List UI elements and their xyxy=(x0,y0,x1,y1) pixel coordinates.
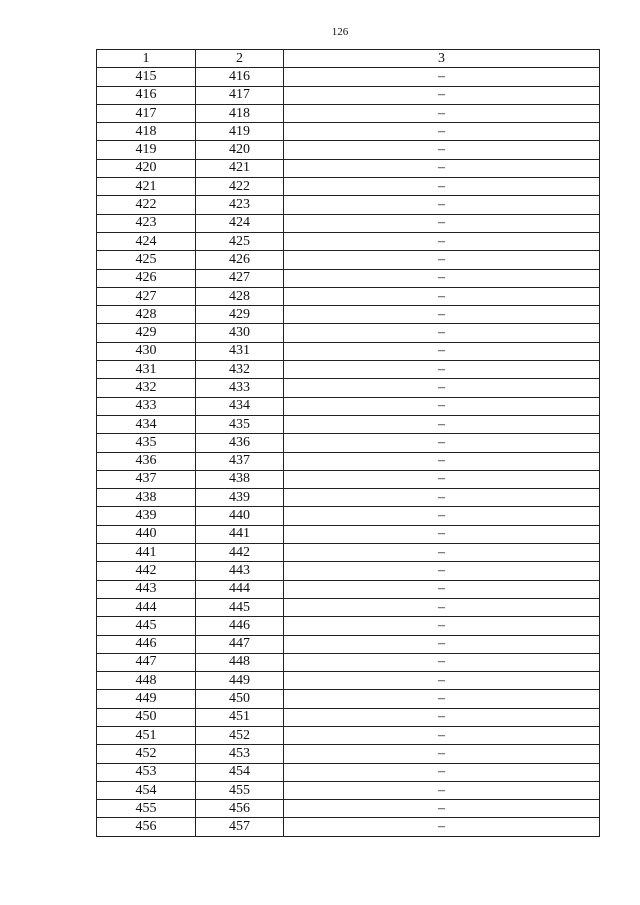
column-header-2: 2 xyxy=(196,50,284,68)
table-cell-col-3: – xyxy=(284,653,600,671)
table-cell-col-3: – xyxy=(284,617,600,635)
table-row xyxy=(97,470,600,488)
table-cell-col-3: – xyxy=(284,196,600,214)
table-cell-col-2: 417 xyxy=(196,86,284,104)
table-row xyxy=(97,781,600,799)
table-row xyxy=(97,617,600,635)
table-cell-col-2: 445 xyxy=(196,598,284,616)
table-cell-col-2: 439 xyxy=(196,489,284,507)
column-header-1: 1 xyxy=(97,50,196,68)
table-cell-col-2: 422 xyxy=(196,178,284,196)
table-cell-col-2: 451 xyxy=(196,708,284,726)
table-row xyxy=(97,324,600,342)
table-cell-col-3: – xyxy=(284,781,600,799)
table-cell-col-2: 427 xyxy=(196,269,284,287)
table-cell-col-2: 420 xyxy=(196,141,284,159)
table-row xyxy=(97,178,600,196)
table-cell-col-1: 430 xyxy=(97,342,196,360)
table-header xyxy=(97,50,600,68)
table-cell-col-2: 436 xyxy=(196,434,284,452)
table-row xyxy=(97,287,600,305)
table-cell-col-2: 446 xyxy=(196,617,284,635)
table-row xyxy=(97,800,600,818)
table-cell-col-1: 444 xyxy=(97,598,196,616)
table-cell-col-3: – xyxy=(284,269,600,287)
table-row xyxy=(97,653,600,671)
table-cell-col-3: – xyxy=(284,525,600,543)
table-cell-col-3: – xyxy=(284,452,600,470)
table-cell-col-2: 442 xyxy=(196,544,284,562)
table-cell-col-1: 427 xyxy=(97,287,196,305)
table-cell-col-1: 442 xyxy=(97,562,196,580)
table-cell-col-3: – xyxy=(284,690,600,708)
table-cell-col-3: – xyxy=(284,800,600,818)
table-cell-col-3: – xyxy=(284,635,600,653)
table-cell-col-2: 416 xyxy=(196,68,284,86)
table-cell-col-3: – xyxy=(284,178,600,196)
table-row xyxy=(97,361,600,379)
table-row xyxy=(97,397,600,415)
table-cell-col-1: 416 xyxy=(97,86,196,104)
table-row xyxy=(97,269,600,287)
table-cell-col-1: 422 xyxy=(97,196,196,214)
table-cell-col-2: 429 xyxy=(196,306,284,324)
table-cell-col-1: 437 xyxy=(97,470,196,488)
table-cell-col-2: 424 xyxy=(196,214,284,232)
table-cell-col-1: 425 xyxy=(97,251,196,269)
table-cell-col-1: 438 xyxy=(97,489,196,507)
table-cell-col-3: – xyxy=(284,251,600,269)
table-row xyxy=(97,690,600,708)
table-cell-col-2: 425 xyxy=(196,232,284,250)
table-cell-col-1: 452 xyxy=(97,745,196,763)
table-row xyxy=(97,635,600,653)
table-cell-col-2: 419 xyxy=(196,123,284,141)
table-cell-col-1: 454 xyxy=(97,781,196,799)
table-cell-col-1: 445 xyxy=(97,617,196,635)
table-cell-col-1: 446 xyxy=(97,635,196,653)
page-number: 126 xyxy=(331,26,349,38)
table-row xyxy=(97,672,600,690)
table-cell-col-3: – xyxy=(284,68,600,86)
table-cell-col-2: 437 xyxy=(196,452,284,470)
table-cell-col-3: – xyxy=(284,818,600,836)
table-cell-col-1: 433 xyxy=(97,397,196,415)
data-table xyxy=(96,49,600,837)
table-cell-col-1: 447 xyxy=(97,653,196,671)
table-row xyxy=(97,507,600,525)
table-cell-col-2: 452 xyxy=(196,726,284,744)
table-cell-col-2: 434 xyxy=(196,397,284,415)
table-cell-col-1: 436 xyxy=(97,452,196,470)
table-cell-col-3: – xyxy=(284,580,600,598)
table-cell-col-1: 432 xyxy=(97,379,196,397)
column-header-3: 3 xyxy=(284,50,600,68)
table-cell-col-3: – xyxy=(284,763,600,781)
table-cell-col-3: – xyxy=(284,361,600,379)
table-cell-col-1: 453 xyxy=(97,763,196,781)
table-row xyxy=(97,379,600,397)
table-row xyxy=(97,123,600,141)
table-row xyxy=(97,159,600,177)
table-cell-col-3: – xyxy=(284,415,600,433)
table-cell-col-3: – xyxy=(284,470,600,488)
table-cell-col-3: – xyxy=(284,379,600,397)
table-cell-col-3: – xyxy=(284,397,600,415)
table-cell-col-3: – xyxy=(284,214,600,232)
table-cell-col-1: 434 xyxy=(97,415,196,433)
table-cell-col-2: 456 xyxy=(196,800,284,818)
table-cell-col-3: – xyxy=(284,232,600,250)
table-cell-col-2: 455 xyxy=(196,781,284,799)
table-row xyxy=(97,251,600,269)
table-cell-col-1: 441 xyxy=(97,544,196,562)
table-row xyxy=(97,544,600,562)
table-row xyxy=(97,745,600,763)
table-row xyxy=(97,580,600,598)
table-cell-col-1: 439 xyxy=(97,507,196,525)
table-cell-col-3: – xyxy=(284,306,600,324)
table-row xyxy=(97,415,600,433)
table-cell-col-3: – xyxy=(284,598,600,616)
table-cell-col-3: – xyxy=(284,489,600,507)
table-row xyxy=(97,598,600,616)
table-cell-col-3: – xyxy=(284,562,600,580)
table-cell-col-2: 440 xyxy=(196,507,284,525)
table-row xyxy=(97,452,600,470)
table-row xyxy=(97,434,600,452)
table-cell-col-1: 449 xyxy=(97,690,196,708)
table-row xyxy=(97,104,600,122)
table-row xyxy=(97,708,600,726)
table-cell-col-3: – xyxy=(284,708,600,726)
table-cell-col-1: 417 xyxy=(97,104,196,122)
table-cell-col-2: 447 xyxy=(196,635,284,653)
table-cell-col-1: 421 xyxy=(97,178,196,196)
table-cell-col-1: 431 xyxy=(97,361,196,379)
table-cell-col-1: 456 xyxy=(97,818,196,836)
table-cell-col-3: – xyxy=(284,104,600,122)
table-cell-col-1: 443 xyxy=(97,580,196,598)
table-cell-col-3: – xyxy=(284,434,600,452)
table-cell-col-2: 450 xyxy=(196,690,284,708)
table-row xyxy=(97,68,600,86)
table-cell-col-1: 451 xyxy=(97,726,196,744)
table-cell-col-2: 438 xyxy=(196,470,284,488)
table-cell-col-3: – xyxy=(284,672,600,690)
table-cell-col-2: 448 xyxy=(196,653,284,671)
table-cell-col-1: 429 xyxy=(97,324,196,342)
table-cell-col-1: 448 xyxy=(97,672,196,690)
table-cell-col-2: 454 xyxy=(196,763,284,781)
table-row xyxy=(97,726,600,744)
table-cell-col-2: 441 xyxy=(196,525,284,543)
table-row xyxy=(97,763,600,781)
table-row xyxy=(97,196,600,214)
table-row xyxy=(97,525,600,543)
table-cell-col-2: 444 xyxy=(196,580,284,598)
table-cell-col-3: – xyxy=(284,141,600,159)
table-cell-col-2: 457 xyxy=(196,818,284,836)
table-cell-col-1: 415 xyxy=(97,68,196,86)
table-cell-col-3: – xyxy=(284,507,600,525)
table-cell-col-3: – xyxy=(284,86,600,104)
table-cell-col-1: 426 xyxy=(97,269,196,287)
table-cell-col-2: 453 xyxy=(196,745,284,763)
table-row xyxy=(97,489,600,507)
table-row xyxy=(97,86,600,104)
table-cell-col-2: 431 xyxy=(196,342,284,360)
header-row xyxy=(97,50,600,68)
table-cell-col-2: 435 xyxy=(196,415,284,433)
table-row xyxy=(97,214,600,232)
table-cell-col-1: 450 xyxy=(97,708,196,726)
table-cell-col-1: 440 xyxy=(97,525,196,543)
table-cell-col-3: – xyxy=(284,159,600,177)
table-cell-col-1: 419 xyxy=(97,141,196,159)
table-cell-col-2: 433 xyxy=(196,379,284,397)
table-cell-col-1: 424 xyxy=(97,232,196,250)
table-cell-col-3: – xyxy=(284,745,600,763)
table-body xyxy=(97,68,600,836)
table-cell-col-1: 423 xyxy=(97,214,196,232)
table-cell-col-2: 421 xyxy=(196,159,284,177)
table-cell-col-3: – xyxy=(284,287,600,305)
table-cell-col-2: 423 xyxy=(196,196,284,214)
table-cell-col-3: – xyxy=(284,544,600,562)
table-cell-col-1: 455 xyxy=(97,800,196,818)
table-row xyxy=(97,232,600,250)
table-cell-col-2: 430 xyxy=(196,324,284,342)
table-row xyxy=(97,306,600,324)
table-cell-col-3: – xyxy=(284,726,600,744)
table-cell-col-3: – xyxy=(284,123,600,141)
table-cell-col-1: 418 xyxy=(97,123,196,141)
table-cell-col-1: 428 xyxy=(97,306,196,324)
table-cell-col-1: 420 xyxy=(97,159,196,177)
table-row xyxy=(97,141,600,159)
table-cell-col-2: 426 xyxy=(196,251,284,269)
table-row xyxy=(97,342,600,360)
table-cell-col-1: 435 xyxy=(97,434,196,452)
table-row xyxy=(97,562,600,580)
table-cell-col-2: 449 xyxy=(196,672,284,690)
table-cell-col-3: – xyxy=(284,342,600,360)
table-cell-col-2: 443 xyxy=(196,562,284,580)
table-cell-col-3: – xyxy=(284,324,600,342)
table-cell-col-2: 432 xyxy=(196,361,284,379)
table-cell-col-2: 428 xyxy=(196,287,284,305)
table-row xyxy=(97,818,600,836)
table-cell-col-2: 418 xyxy=(196,104,284,122)
